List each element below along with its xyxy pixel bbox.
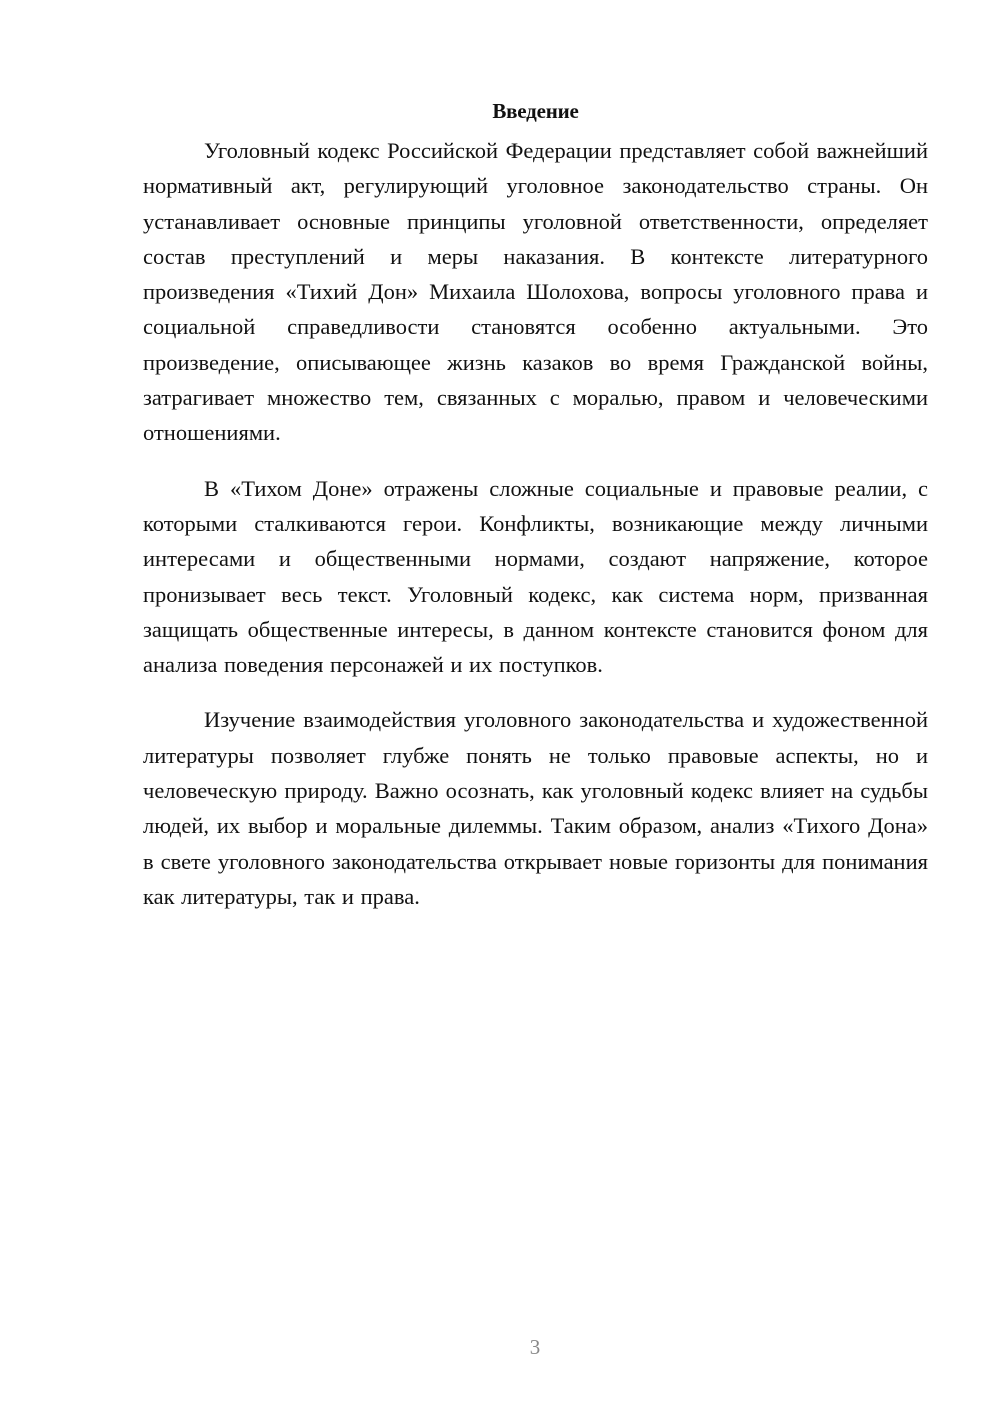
page-content [143,94,928,934]
paragraph-2: В «Тихом Доне» отражены сложные социальные и правовые реалии, с которыми сталкиваются герои. Конфликты, возникающие между личными интересами и общественными нормами, создают напряжение, которое пронизывает весь текст. Уголовный кодекс, как система норм, призванная защищать общественные интересы, в данном контексте становится фоном для анализа поведения персонажей и их поступков. [143,475,928,678]
page-number: 3 [529,1335,541,1359]
paragraph-1: Уголовный кодекс Российской Федерации представляет собой важнейший нормативный акт, регулирующий уголовное законодательство страны. Он устанавливает основные принципы уголовной ответственности, определяет состав преступлений и меры наказания. В контексте литературного произведения «Тихий Дон» Михаила Шолохова, вопросы уголовного права и социальной справедливости становятся особенно актуальными. Это произведение, описывающее жизнь казаков во время Гражданской войны, затрагивает множество тем, связанных с моралью, правом и человеческими отношениями. [143,138,928,446]
paragraph-3: Изучение взаимодействия уголовного законодательства и художественной литературы позволяет глубже понять не только правовые аспекты, но и человеческую природу. Важно осознать, как уголовный кодекс влияет на судьбы людей, их выбор и моральные дилеммы. Таким образом, анализ «Тихого Дона» в свете уголовного законодательства открывает новые горизонты для понимания как литературы, так и права. [143,707,928,909]
section-title: Введение [492,99,579,123]
